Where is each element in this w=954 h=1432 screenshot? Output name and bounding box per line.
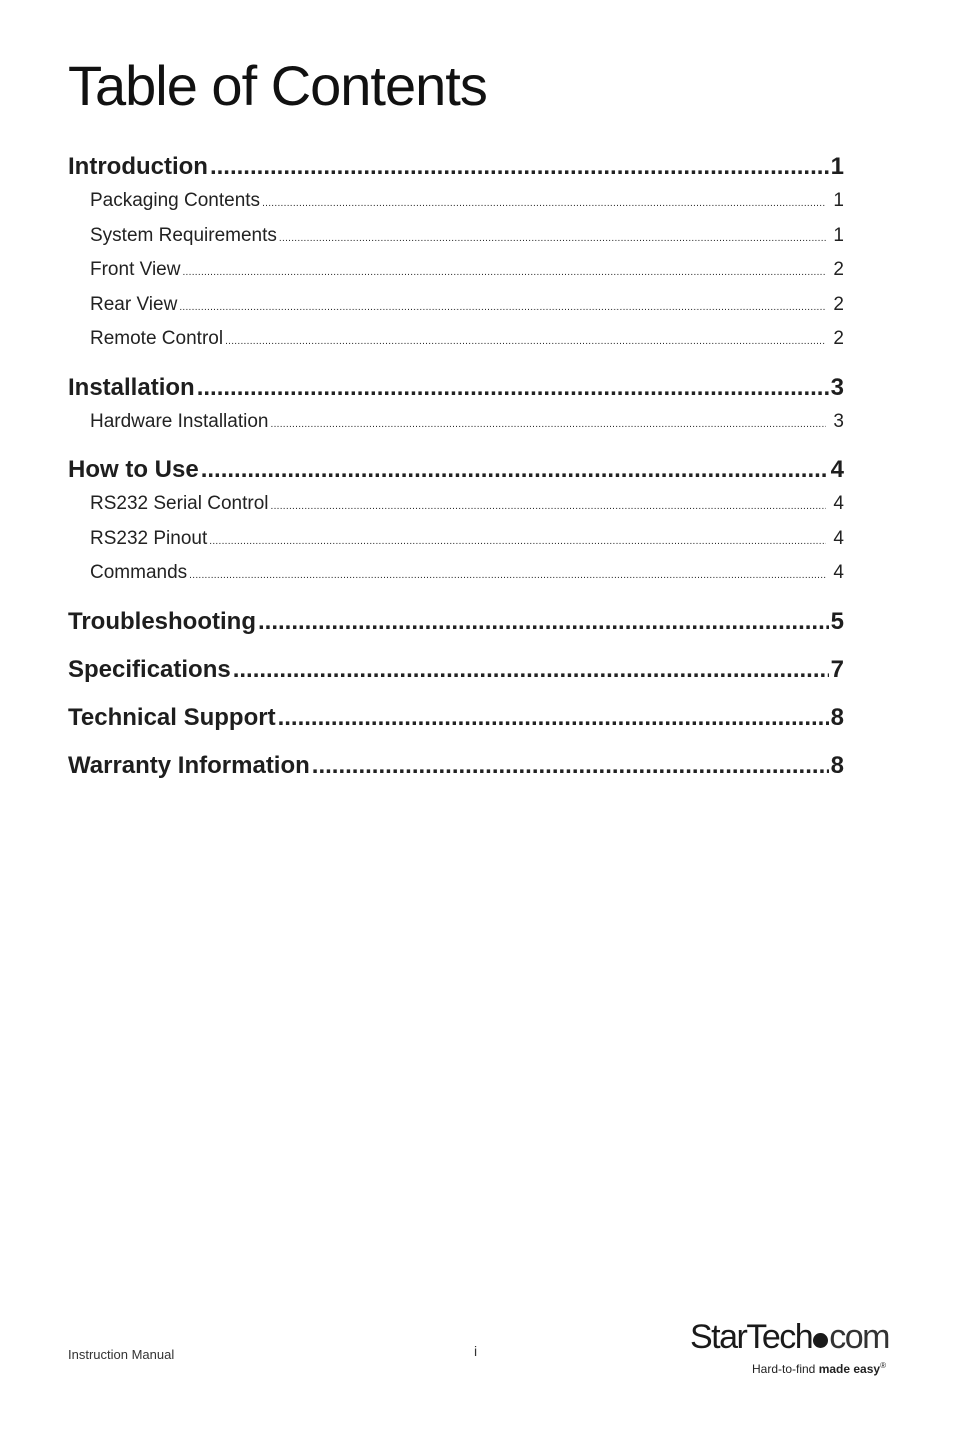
table-of-contents — [68, 150, 844, 783]
toc-entry-remote-control[interactable] — [68, 322, 844, 357]
logo-tagline-bold: made easy — [818, 1362, 881, 1376]
logo-tagline — [752, 1361, 886, 1376]
toc-leader-dots — [262, 187, 826, 219]
toc-entry-system-requirements[interactable] — [68, 219, 844, 254]
logo-brand-text: StarTech — [690, 1318, 813, 1356]
toc-entry-rs232-pinout[interactable] — [68, 522, 844, 557]
logo-tagline-light: Hard-to-find — [752, 1362, 816, 1376]
toc-leader-dots — [233, 653, 829, 687]
toc-label: Installation — [68, 373, 195, 401]
toc-label: How to Use — [68, 456, 199, 483]
toc-leader-dots — [225, 325, 826, 357]
toc-page-number: 8 — [830, 703, 844, 731]
toc-page-number: 8 — [830, 751, 844, 779]
toc-page-number: 1 — [833, 190, 844, 211]
toc-entry-technical-support[interactable] — [68, 701, 844, 735]
toc-label: System Requirements — [90, 224, 277, 246]
toc-leader-dots — [189, 559, 826, 591]
toc-page-number: 1 — [833, 224, 844, 246]
toc-leader-dots — [270, 408, 826, 440]
logo-dot-icon — [813, 1333, 828, 1348]
toc-label: Troubleshooting — [68, 607, 256, 635]
toc-entry-how-to-use[interactable] — [68, 453, 844, 487]
toc-page-number: 2 — [833, 328, 844, 349]
toc-entry-warranty-information[interactable] — [68, 749, 844, 783]
toc-page-number: 4 — [833, 493, 844, 514]
toc-label: RS232 Serial Control — [90, 493, 269, 514]
toc-leader-dots — [209, 525, 826, 557]
toc-entry-introduction[interactable] — [68, 150, 844, 184]
toc-page-number: 3 — [830, 373, 844, 401]
toc-entry-hardware-installation[interactable] — [68, 405, 844, 440]
toc-leader-dots — [258, 605, 829, 639]
toc-entry-packaging-contents[interactable] — [68, 184, 844, 219]
toc-label: Remote Control — [90, 328, 224, 349]
toc-page-number: 4 — [833, 527, 844, 549]
toc-page-number: 4 — [833, 562, 844, 583]
toc-label: Front View — [90, 259, 181, 280]
toc-page-number: 4 — [830, 456, 844, 483]
toc-leader-dots — [270, 490, 826, 522]
toc-entry-installation[interactable] — [68, 371, 844, 405]
toc-label: RS232 Pinout — [90, 527, 208, 549]
logo-registered-mark: ® — [880, 1361, 886, 1370]
toc-page-number: 7 — [830, 655, 844, 683]
toc-label: Hardware Installation — [90, 410, 269, 432]
toc-entry-specifications[interactable] — [68, 653, 844, 687]
toc-entry-rear-view[interactable] — [68, 288, 844, 323]
logo-wordmark — [690, 1318, 889, 1357]
toc-leader-dots — [278, 701, 829, 735]
toc-entry-front-view[interactable] — [68, 253, 844, 288]
toc-leader-dots — [201, 453, 829, 487]
toc-label: Introduction — [68, 153, 208, 180]
toc-label: Rear View — [90, 293, 178, 315]
toc-label: Technical Support — [68, 703, 276, 731]
page-title: Table of Contents — [68, 54, 487, 117]
toc-leader-dots — [210, 150, 829, 184]
toc-page-number: 3 — [833, 410, 844, 432]
footer-document-type: Instruction Manual — [68, 1347, 175, 1362]
toc-label: Warranty Information — [68, 751, 310, 779]
toc-leader-dots — [182, 256, 826, 288]
toc-page-number: 2 — [833, 293, 844, 315]
startech-logo — [690, 1318, 890, 1380]
toc-page-number: 2 — [833, 259, 844, 280]
toc-entry-commands[interactable] — [68, 556, 844, 591]
logo-brand-suffix: com — [829, 1318, 889, 1356]
toc-page-number: 5 — [830, 607, 844, 635]
toc-label: Commands — [90, 562, 188, 583]
toc-leader-dots — [197, 371, 829, 405]
toc-leader-dots — [279, 222, 826, 254]
toc-page-number: 1 — [830, 153, 844, 180]
toc-label: Packaging Contents — [90, 190, 261, 211]
toc-label: Specifications — [68, 655, 231, 683]
toc-entry-troubleshooting[interactable] — [68, 605, 844, 639]
toc-entry-rs232-serial-control[interactable] — [68, 487, 844, 522]
toc-leader-dots — [179, 291, 826, 323]
toc-leader-dots — [312, 749, 829, 783]
footer-page-number: i — [474, 1343, 478, 1359]
